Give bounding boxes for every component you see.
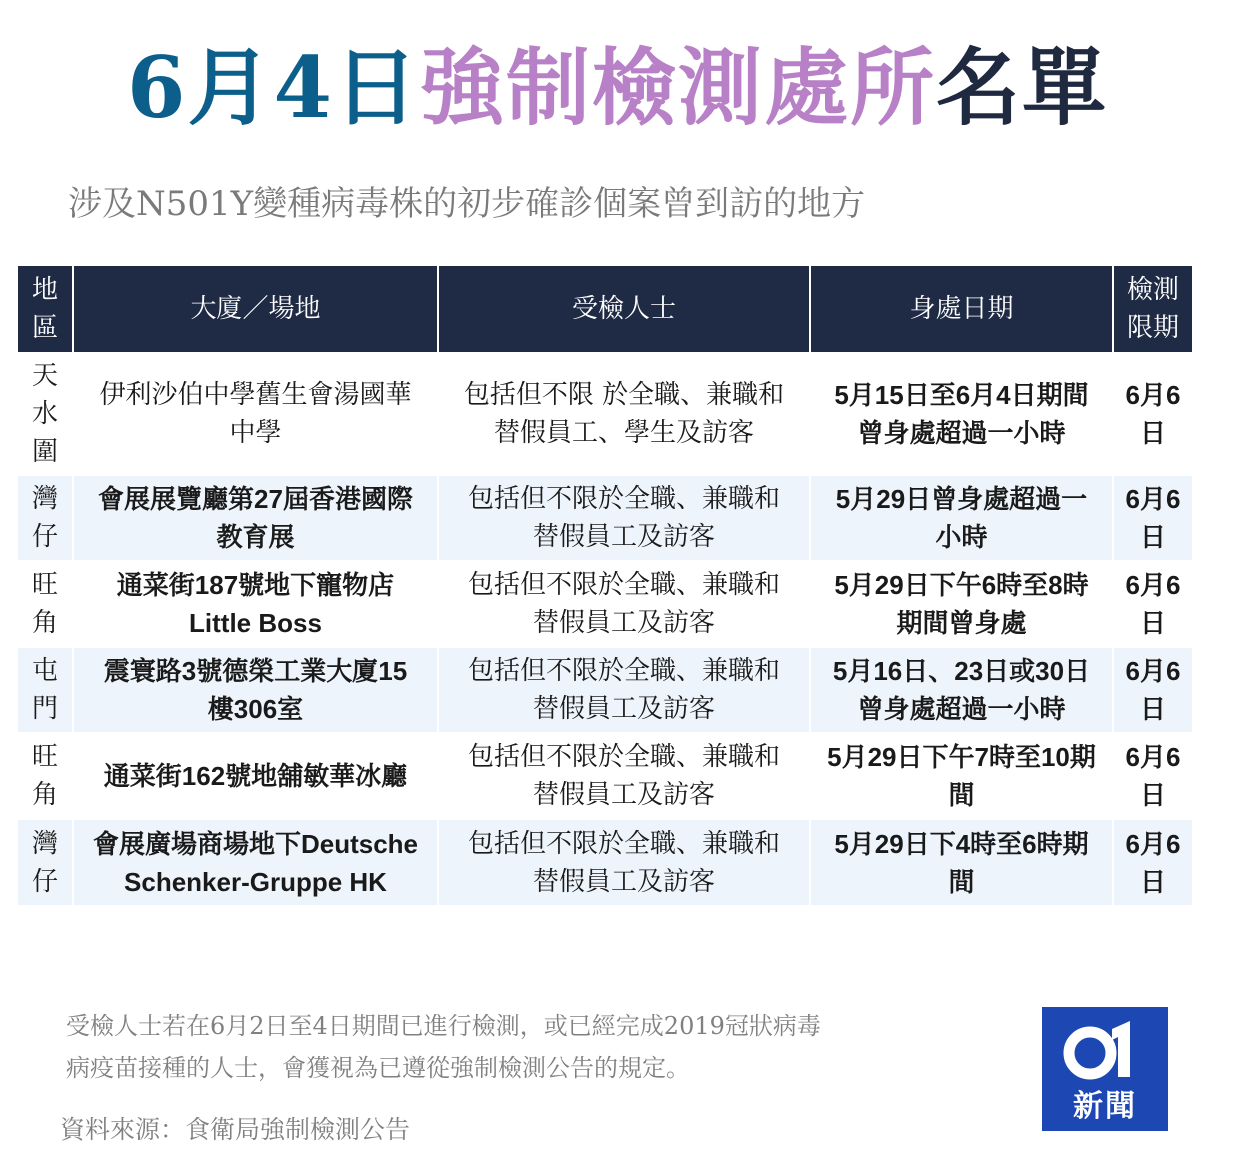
cell-line: 間 xyxy=(948,866,975,897)
header-deadline-line: 檢測 xyxy=(1126,275,1179,305)
cell-deadline xyxy=(1113,647,1192,733)
cell-line: 震寰路3號德榮工業大廈15 xyxy=(103,656,408,686)
cell-line: 替假員工及訪客 xyxy=(532,866,715,897)
cell-line: 曾身處超過一小時 xyxy=(857,418,1066,448)
cell-deadline xyxy=(1113,561,1192,647)
cell-line: 替假員工及訪客 xyxy=(532,608,715,638)
cell-persons xyxy=(438,353,810,475)
footnote xyxy=(66,1005,946,1089)
cell-line: 水 xyxy=(31,399,58,429)
cell-line: 伊利沙伯中學舊生會湯國華 xyxy=(99,380,412,410)
cell-dates xyxy=(810,819,1113,905)
cell-line: 屯 xyxy=(31,656,58,686)
title-suffix: 名單 xyxy=(935,39,1108,137)
cell-deadline xyxy=(1113,733,1192,819)
header-region xyxy=(18,266,73,353)
subtitle: 涉及N501Y變種病毒株的初步確診個案曾到訪的地方 xyxy=(68,184,866,224)
cell-line: 包括但不限於全職、兼職和 xyxy=(467,570,780,600)
cell-line: 角 xyxy=(31,780,58,810)
cell-line: 旺 xyxy=(31,570,58,600)
logo-text: 新聞 xyxy=(1073,1089,1137,1124)
cell-line: 門 xyxy=(31,694,58,724)
cell-line: 5月29日下午7時至10期 xyxy=(827,742,1096,772)
title-main: 強制檢測處所 xyxy=(419,39,936,137)
cell-deadline xyxy=(1113,353,1192,475)
header-deadline-line: 限期 xyxy=(1126,313,1179,343)
cell-line: 日 xyxy=(1139,418,1166,448)
cell-line: 角 xyxy=(31,608,58,638)
cell-line: 灣 xyxy=(31,484,58,514)
table-row xyxy=(18,733,1192,819)
cell-venue xyxy=(73,353,438,475)
cell-persons xyxy=(438,647,810,733)
cell-line: 通菜街187號地下寵物店 xyxy=(116,570,395,600)
cell-line: 日 xyxy=(1139,780,1166,810)
table-row xyxy=(18,353,1192,475)
cell-line: 間 xyxy=(948,780,975,810)
cell-line: 包括但不限於全職、兼職和 xyxy=(467,742,780,772)
cell-line: 天 xyxy=(31,361,58,391)
cell-line: 6月6 xyxy=(1125,742,1181,772)
header-persons: 受檢人士 xyxy=(438,266,810,353)
logo-01-mark-icon xyxy=(1042,1007,1168,1087)
cell-region xyxy=(18,475,73,561)
cell-persons xyxy=(438,819,810,905)
cell-deadline xyxy=(1113,819,1192,905)
cell-line: 5月29日下4時至6時期 xyxy=(834,828,1089,859)
cell-line: 中學 xyxy=(229,418,282,448)
cell-region xyxy=(18,819,73,905)
cell-line: 仔 xyxy=(31,522,58,552)
cell-line: 5月16日、23日或30日 xyxy=(832,656,1091,686)
cell-region xyxy=(18,353,73,475)
cell-line: 教育展 xyxy=(216,522,295,552)
cell-region xyxy=(18,647,73,733)
table-header-row xyxy=(18,266,1192,353)
cell-line: Schenker-Gruppe HK xyxy=(124,866,387,897)
cell-line: 灣 xyxy=(31,828,58,859)
header-region-line: 地 xyxy=(31,275,58,305)
cell-line: 圍 xyxy=(31,437,58,467)
hk01-logo xyxy=(1042,1007,1168,1131)
cell-line: 包括但不限於全職、兼職和 xyxy=(467,484,780,514)
cell-line: 6月6 xyxy=(1125,656,1181,686)
cell-dates xyxy=(810,733,1113,819)
header-deadline xyxy=(1113,266,1192,353)
source-credit: 資料來源：食衛局強制檢測公告 xyxy=(60,1115,411,1144)
cell-line: 會展廣場商場地下Deutsche xyxy=(92,828,419,859)
page-title xyxy=(0,38,1235,138)
cell-venue xyxy=(73,475,438,561)
table-row xyxy=(18,819,1192,905)
cell-line: 6月6 xyxy=(1125,828,1181,859)
footnote-line: 病疫苗接種的人士，會獲視為已遵從強制檢測公告的規定。 xyxy=(66,1054,690,1082)
cell-region xyxy=(18,733,73,819)
table-row xyxy=(18,561,1192,647)
cell-deadline xyxy=(1113,475,1192,561)
cell-dates xyxy=(810,475,1113,561)
cell-line: 包括但不限 於全職、兼職和 xyxy=(463,380,785,410)
cell-line: 日 xyxy=(1139,522,1166,552)
cell-line: 樓306室 xyxy=(207,694,304,724)
cell-line: 5月15日至6月4日期間 xyxy=(834,380,1089,410)
header-dates: 身處日期 xyxy=(810,266,1113,353)
cell-line: 期間曾身處 xyxy=(896,608,1027,638)
cell-persons xyxy=(438,475,810,561)
title-date: 6月4日 xyxy=(127,38,420,137)
footnote-line: 受檢人士若在6月2日至4日期間已進行檢測，或已經完成2019冠狀病毒 xyxy=(66,1012,821,1040)
cell-line: 5月29日曾身處超過一 xyxy=(835,484,1088,514)
cell-venue xyxy=(73,733,438,819)
cell-line: 6月6 xyxy=(1125,570,1181,600)
cell-line: 旺 xyxy=(31,742,58,772)
header-region-line: 區 xyxy=(31,313,58,343)
cell-line: 6月6 xyxy=(1125,380,1181,410)
cell-line: 日 xyxy=(1139,608,1166,638)
cell-line: 替假員工及訪客 xyxy=(532,780,715,810)
cell-line: 5月29日下午6時至8時 xyxy=(834,570,1089,600)
cell-line: 曾身處超過一小時 xyxy=(857,694,1066,724)
cell-line: 替假員工及訪客 xyxy=(532,694,715,724)
cell-line: 替假員工、學生及訪客 xyxy=(493,418,754,448)
venue-table xyxy=(18,266,1192,905)
cell-line: 通菜街162號地舖敏華冰廳 xyxy=(103,761,408,791)
cell-line: 日 xyxy=(1139,694,1166,724)
header-venue: 大廈／場地 xyxy=(73,266,438,353)
cell-venue xyxy=(73,561,438,647)
cell-line: 6月6 xyxy=(1125,484,1181,514)
table-row xyxy=(18,475,1192,561)
cell-line: 仔 xyxy=(31,866,58,897)
cell-dates xyxy=(810,647,1113,733)
table-row xyxy=(18,647,1192,733)
cell-line: 會展展覽廳第27屆香港國際 xyxy=(98,484,413,514)
cell-persons xyxy=(438,733,810,819)
cell-venue xyxy=(73,819,438,905)
cell-line: 包括但不限於全職、兼職和 xyxy=(467,656,780,686)
cell-venue xyxy=(73,647,438,733)
cell-dates xyxy=(810,561,1113,647)
cell-line: 日 xyxy=(1139,866,1166,897)
cell-region xyxy=(18,561,73,647)
cell-line: 替假員工及訪客 xyxy=(532,522,715,552)
cell-line: 小時 xyxy=(935,522,988,552)
cell-line: 包括但不限於全職、兼職和 xyxy=(467,828,780,859)
cell-line: Little Boss xyxy=(189,608,322,638)
cell-dates xyxy=(810,353,1113,475)
cell-persons xyxy=(438,561,810,647)
